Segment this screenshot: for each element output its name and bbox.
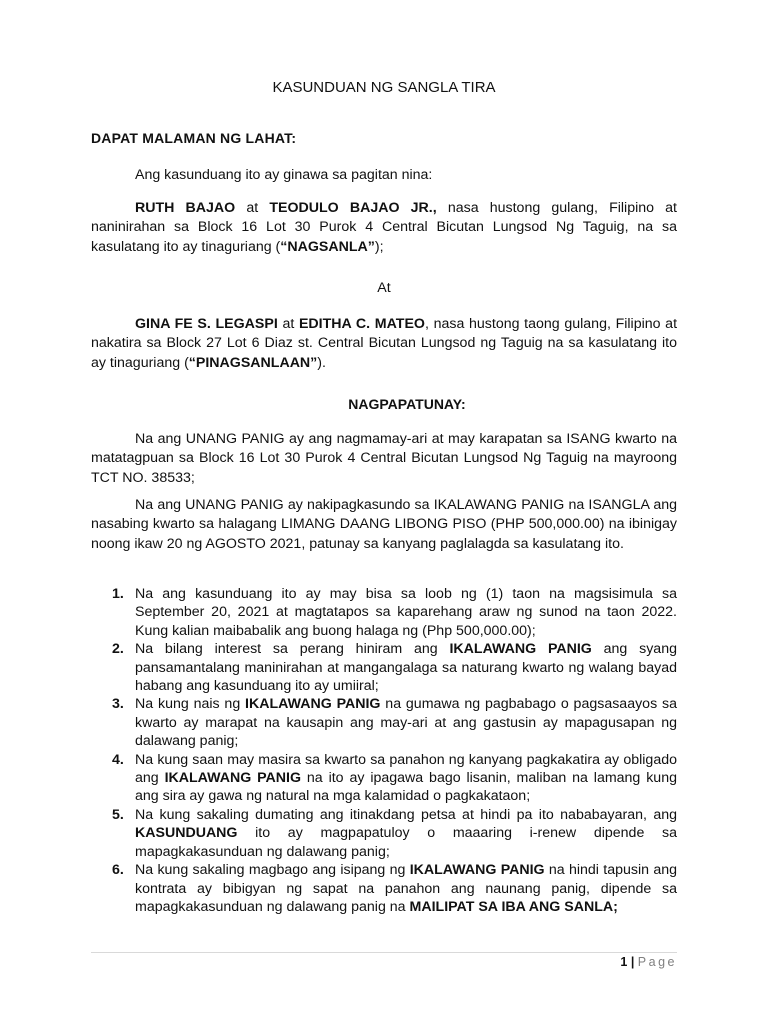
page-number: 1: [620, 955, 628, 969]
agreement-paragraph: Na ang UNANG PANIG ay nakipagkasundo sa IKALAWANG PANIG na ISANGLA ang nasabing kwarto sa halagang LIMANG DAANG LIBONG PISO (PHP 500,000.00) na ibinigay noong ikaw 20 ng AGOSTO 2021, patunay sa kanyang paglalagda sa kasulatang ito.: [91, 497, 677, 552]
party-one-name-1: RUTH BAJAO: [135, 200, 236, 216]
party-one-name-2: TEODULO BAJAO JR.,: [269, 200, 437, 216]
list-item: 4. Na kung saan may masira sa kwarto sa panahon ng kanyang pagkakatira ay obligado ang IKALAWANG PANIG na ito ay ipagawa bago lisanin, maliban na lamang kung ang sira ay gawa ng natural na mga kalamidad o pagkakataon;: [112, 751, 677, 805]
intro-paragraph: Ang kasunduang ito ay ginawa sa pagitan nina:: [135, 167, 433, 183]
party-two-label: “PINAGSANLAAN”: [188, 354, 318, 371]
attestation-heading: NAGPAPATUNAY:: [348, 396, 466, 412]
list-item: 3. Na kung nais ng IKALAWANG PANIG na gumawa ng pagbabago o pagsasaayos sa kwarto ay marapat na kausapin ang may-ari at ang gastusin ay mapagusapan ng dalawang panig;: [112, 696, 677, 750]
page-footer: 1 | Page: [620, 955, 677, 969]
page-label: Page: [637, 955, 677, 969]
conjunction-at: At: [377, 280, 391, 296]
terms-list: [91, 585, 677, 916]
list-item: 5. Na kung sakaling dumating ang itinakdang petsa at hindi pa ito nababayaran, ang KASUNDUANG ito ay magpapatuloy o maaaring i-renew dipende sa mapagkakasunduan ng dalawang panig;: [112, 806, 677, 860]
party-one-label: “NAGSANLA”: [280, 238, 375, 255]
party-one-paragraph: RUTH BAJAO at TEODULO BAJAO JR., nasa hustong gulang, Filipino at naninirahan sa Block 16 Lot 30 Purok 4 Central Bicutan Lungsod Ng Taguig, na sa kasulatang ito ay tinaguriang (“NAGSANLA”);: [91, 200, 677, 255]
party-two-paragraph: GINA FE S. LEGASPI at EDITHA C. MATEO, nasa hustong taong gulang, Filipino at nakatira sa Block 27 Lot 6 Diaz st. Central Bicutan Lungsod ng Taguig na sa kasulatang ito ay tinaguriang (“PINAGSANLAAN”).: [91, 316, 678, 371]
list-item: 2. Na bilang interest sa perang hiniram ang IKALAWANG PANIG ang syang pansamantalang maninirahan at mangangalaga sa naturang kwarto ng walang bayad habang ang kasunduang ito ay umiiral;: [112, 641, 677, 695]
list-item: 1. Na ang kasunduang ito ay may bisa sa loob ng (1) taon na magsisimula sa September 20, 2021 at magtatapos sa kaparehang araw ng sunod na taon 2022. Kung kalian maibabalik ang buong halaga ng (Php 500,000.00);: [112, 586, 677, 639]
party-two-name-2: EDITHA C. MATEO: [298, 316, 425, 332]
notice-heading: DAPAT MALAMAN NG LAHAT:: [91, 130, 297, 146]
document-title: KASUNDUAN NG SANGLA TIRA: [272, 79, 496, 96]
party-two-name-1: GINA FE S. LEGASPI: [135, 316, 278, 332]
ownership-paragraph: Na ang UNANG PANIG ay ang nagmamay-ari at may karapatan sa ISANG kwarto na matatagpuan sa Block 16 Lot 30 Purok 4 Central Bicutan Lungsod Ng Taguig na mayroong TCT NO. 38533;: [91, 431, 677, 486]
footer-divider: [91, 952, 677, 953]
list-item: 6. Na kung sakaling magbago ang isipang ng IKALAWANG PANIG na hindi tapusin ang kontrata ay bibigyan ng sapat na panahon ang naunang panig, dipende sa mapagkakasunduan ng dalawang panig na MAILIPAT SA IBA ANG SANLA;: [112, 862, 677, 915]
